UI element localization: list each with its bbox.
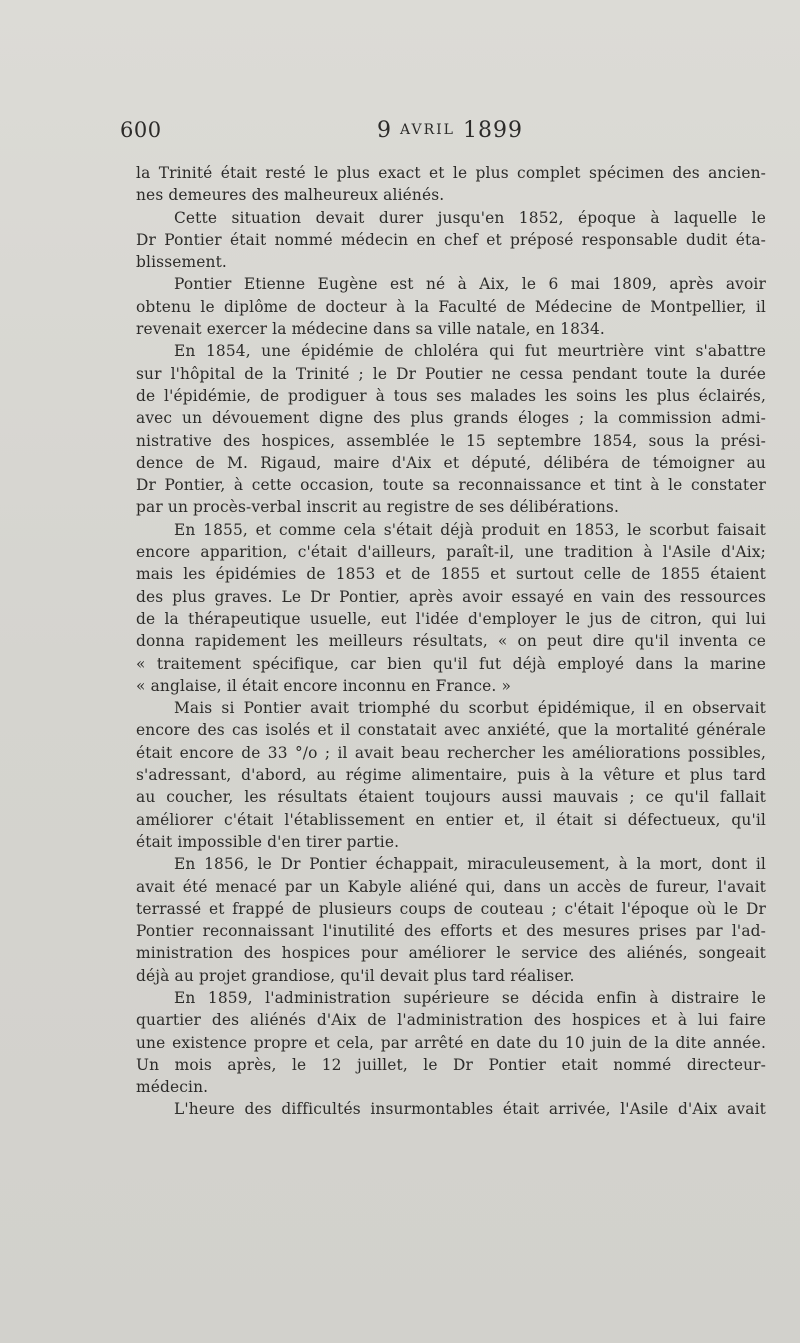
text-line: une existence propre et cela, par arrêté en date du 10 juin de la dite année. bbox=[136, 1033, 766, 1052]
text-line: Mais si Pontier avait triomphé du scorbut épidémique, il en observait bbox=[174, 699, 766, 718]
text-line: améliorer c'était l'établissement en entier et, il était si défectueux, qu'il bbox=[136, 810, 766, 829]
text-line: quartier des aliénés d'Aix de l'administration des hospices et à lui faire bbox=[136, 1011, 766, 1030]
text-line: « traitement spécifique, car bien qu'il fut déjà employé dans la marine bbox=[136, 654, 766, 673]
text-line: blissement. bbox=[136, 253, 227, 272]
text-line: L'heure des difficultés insurmontables était arrivée, l'Asile d'Aix avait bbox=[174, 1100, 766, 1119]
text-line: En 1856, le Dr Pontier échappait, miraculeusement, à la mort, dont il bbox=[174, 855, 766, 874]
text-line: était encore de 33 °/o ; il avait beau rechercher les améliorations possibles, bbox=[136, 743, 766, 762]
text-line: En 1855, et comme cela s'était déjà produit en 1853, le scorbut faisait bbox=[174, 520, 766, 539]
date-year: 1899 bbox=[462, 118, 523, 143]
date-month: AVRIL bbox=[400, 122, 455, 138]
text-line: encore apparition, c'était d'ailleurs, paraît-il, une tradition à l'Asile d'Aix; bbox=[136, 543, 766, 562]
text-line: dence de M. Rigaud, maire d'Aix et député, délibéra de témoigner au bbox=[136, 453, 766, 472]
text-line: Pontier reconnaissant l'inutilité des efforts et des mesures prises par l'ad- bbox=[136, 922, 766, 941]
text-line: avait été menacé par un Kabyle aliéné qui, dans un accès de fureur, l'avait bbox=[136, 877, 766, 896]
text-line: déjà au projet grandiose, qu'il devait plus tard réaliser. bbox=[136, 966, 575, 985]
text-line: médecin. bbox=[136, 1078, 209, 1097]
text-line: avec un dévouement digne des plus grands éloges ; la commission admi- bbox=[136, 409, 766, 428]
text-line: de l'épidémie, de prodiguer à tous ses malades les soins les plus éclairés, bbox=[136, 386, 766, 405]
text-line: Pontier Etienne Eugène est né à Aix, le 6 mai 1809, après avoir bbox=[174, 275, 766, 294]
text-line: donna rapidement les meilleurs résultats, « on peut dire qu'il inventa ce bbox=[136, 632, 766, 651]
text-line: revenait exercer la médecine dans sa ville natale, en 1834. bbox=[136, 320, 605, 339]
text-line: ministration des hospices pour améliorer le service des aliénés, songeait bbox=[136, 944, 766, 963]
text-line: En 1854, une épidémie de chloléra qui fut meurtrière vint s'abattre bbox=[174, 342, 766, 361]
text-line: s'adressant, d'abord, au régime alimentaire, puis à la vêture et plus tard bbox=[136, 766, 766, 785]
text-line: Cette situation devait durer jusqu'en 1852, époque à laquelle le bbox=[174, 208, 766, 227]
text-line: la Trinité était resté le plus exact et le plus complet spécimen des ancien- bbox=[136, 164, 766, 182]
running-header bbox=[120, 118, 780, 158]
text-line: « anglaise, il était encore inconnu en France. » bbox=[136, 676, 512, 695]
text-line: nistrative des hospices, assemblée le 15 septembre 1854, sous la prési- bbox=[136, 431, 766, 450]
text-line: Un mois après, le 12 juillet, le Dr Pontier etait nommé directeur- bbox=[136, 1055, 766, 1074]
text-line: Dr Pontier était nommé médecin en chef et préposé responsable dudit éta- bbox=[136, 230, 766, 249]
body-text bbox=[136, 162, 766, 1121]
text-line: des plus graves. Le Dr Pontier, après avoir essayé en vain des ressources bbox=[136, 587, 766, 606]
text-line: sur l'hôpital de la Trinité ; le Dr Poutier ne cessa pendant toute la durée bbox=[136, 364, 766, 383]
text-line: était impossible d'en tirer partie. bbox=[136, 832, 400, 851]
text-line: nes demeures des malheureux aliénés. bbox=[136, 186, 445, 205]
text-line: par un procès-verbal inscrit au registre de ses délibérations. bbox=[136, 498, 619, 517]
text-line: En 1859, l'administration supérieure se décida enfin à distraire le bbox=[174, 988, 766, 1007]
text-line: obtenu le diplôme de docteur à la Faculté de Médecine de Montpellier, il bbox=[136, 297, 766, 316]
page-number: 600 bbox=[120, 118, 162, 142]
running-title-date bbox=[120, 118, 780, 143]
text-line: terrassé et frappé de plusieurs coups de couteau ; c'était l'époque où le Dr bbox=[136, 899, 766, 918]
date-day: 9 bbox=[377, 118, 393, 143]
text-line: au coucher, les résultats étaient toujours aussi mauvais ; ce qu'il fallait bbox=[136, 788, 766, 807]
text-line: de la thérapeutique usuelle, eut l'idée d'employer le jus de citron, qui lui bbox=[136, 609, 766, 628]
text-line: encore des cas isolés et il constatait avec anxiété, que la mortalité générale bbox=[136, 721, 766, 740]
text-line: mais les épidémies de 1853 et de 1855 et surtout celle de 1855 étaient bbox=[136, 565, 766, 584]
text-line: Dr Pontier, à cette occasion, toute sa reconnaissance et tint à le constater bbox=[136, 476, 766, 495]
